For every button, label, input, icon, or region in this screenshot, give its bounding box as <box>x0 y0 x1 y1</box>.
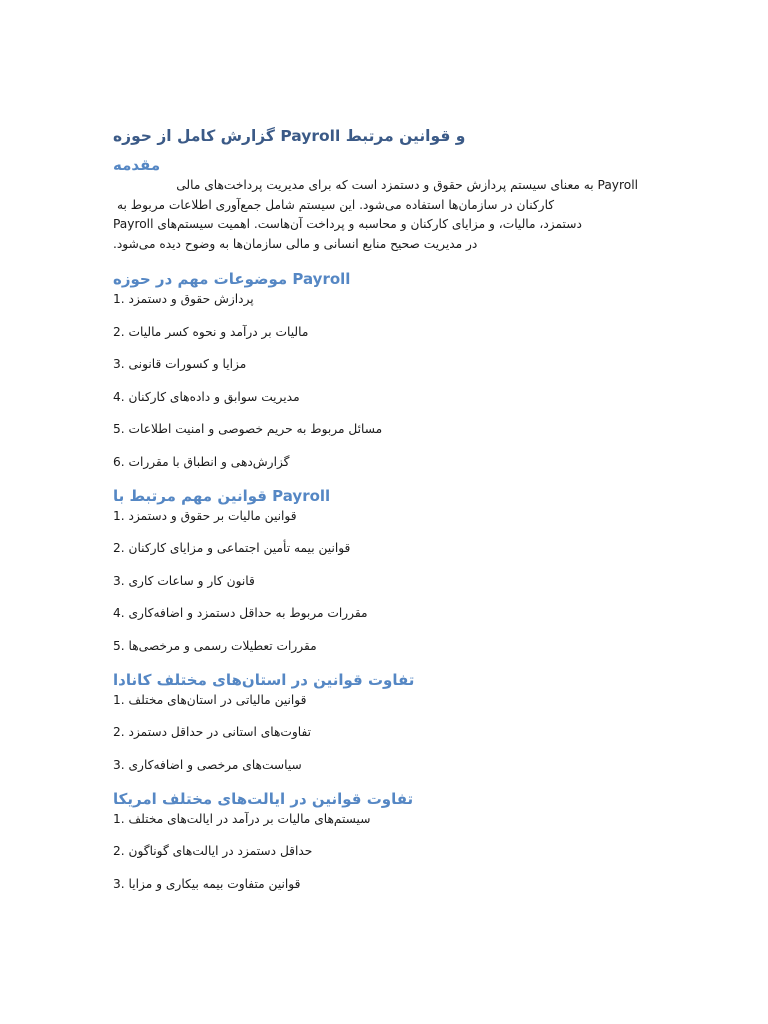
list-item <box>113 290 638 308</box>
item-number: 1. <box>113 292 125 306</box>
document-page <box>113 118 638 893</box>
intro-line: در مدیریت صحیح منابع انسانی و مالی سازمان‌ها به وضوح دیده می‌شود. <box>113 236 478 251</box>
item-text: قوانین متفاوت بیمه بیکاری و مزایا <box>128 876 301 891</box>
item-number: 3. <box>113 573 125 588</box>
section-payroll-topics <box>113 268 638 471</box>
item-number: 1. <box>113 811 125 826</box>
item-text: قوانین مالیات بر حقوق و دستمزد <box>128 508 297 523</box>
list-item <box>113 723 638 741</box>
list-item <box>113 604 638 622</box>
item-text: مزایا و کسورات قانونی <box>128 357 247 371</box>
intro-line: دستمزد، مالیات، و مزایای کارکنان و محاسبه و پرداخت آن‌هاست. اهمیت سیستم‌های Payroll <box>113 217 582 231</box>
list-item <box>113 572 638 590</box>
item-number: 3. <box>113 757 125 772</box>
item-text: پردازش حقوق و دستمزد <box>128 292 254 306</box>
list-item <box>113 756 638 774</box>
item-number: 3. <box>113 357 125 371</box>
item-number: 4. <box>113 389 125 404</box>
item-text: قوانین بیمه تأمین اجتماعی و مزایای کارکنان <box>128 541 351 555</box>
section-payroll-laws <box>113 485 638 655</box>
list-item <box>113 842 638 860</box>
item-text: مقررات تعطیلات رسمی و مرخصی‌ها <box>128 638 317 653</box>
item-text: تفاوت‌های استانی در حداقل دستمزد <box>128 725 312 739</box>
item-number: 2. <box>113 324 125 339</box>
list-item <box>113 810 638 828</box>
item-text: حداقل دستمزد در ایالت‌های گوناگون <box>128 844 313 858</box>
item-number: 1. <box>113 692 125 707</box>
item-text: گزارش‌دهی و انطباق با مقررات <box>128 454 290 469</box>
item-number: 2. <box>113 725 125 739</box>
item-text: قوانین مالیاتی در استان‌های مختلف <box>128 692 307 707</box>
list-item <box>113 637 638 655</box>
list-item <box>113 420 638 438</box>
section-heading: موضوعات مهم در حوزه Payroll <box>113 270 351 288</box>
item-text: سیاست‌های مرخصی و اضافه‌کاری <box>128 757 302 772</box>
item-text: مدیریت سوابق و داده‌های کارکنان <box>128 389 300 404</box>
law-list <box>113 507 638 655</box>
list-item <box>113 875 638 893</box>
section-canada-provinces <box>113 669 638 774</box>
section-heading: قوانین مهم مرتبط با Payroll <box>113 486 331 505</box>
item-number: 5. <box>113 638 125 653</box>
list-item <box>113 507 638 525</box>
section-us-states <box>113 788 638 893</box>
item-text: مالیات بر درآمد و نحوه کسر مالیات <box>128 324 309 339</box>
list-item <box>113 453 638 471</box>
item-number: 6. <box>113 454 125 469</box>
us-list <box>113 810 638 893</box>
item-text: مقررات مربوط به حداقل دستمزد و اضافه‌کاری <box>128 606 368 620</box>
section-heading: تفاوت قوانین در ایالت‌های مختلف امریکا <box>113 789 414 808</box>
item-number: 2. <box>113 541 125 555</box>
topic-list <box>113 290 638 471</box>
item-number: 4. <box>113 606 125 620</box>
intro-line: Payroll به معنای سیستم پردازش حقوق و دستمزد است که برای مدیریت پرداخت‌های مالی <box>176 178 638 192</box>
list-item <box>113 323 638 341</box>
item-text: سیستم‌های مالیات بر درآمد در ایالت‌های مختلف <box>128 811 371 826</box>
item-text: قانون کار و ساعات کاری <box>128 573 255 588</box>
section-heading: تفاوت قوانین در استان‌های مختلف کانادا <box>113 670 415 689</box>
intro-line: کارکنان در سازمان‌ها استفاده می‌شود. این سیستم شامل جمع‌آوری اطلاعات مربوط به <box>117 197 555 212</box>
list-item <box>113 691 638 709</box>
item-number: 2. <box>113 844 125 858</box>
intro-heading: مقدمه <box>113 156 161 174</box>
page-title: گزارش کامل از حوزه Payroll و قوانین مرتبط <box>113 127 466 145</box>
list-item <box>113 388 638 406</box>
item-number: 1. <box>113 508 125 523</box>
canada-list <box>113 691 638 774</box>
item-number: 3. <box>113 876 125 891</box>
item-text: مسائل مربوط به حریم خصوصی و امنیت اطلاعات <box>128 422 383 436</box>
list-item <box>113 355 638 373</box>
list-item <box>113 539 638 557</box>
intro-paragraph <box>113 176 638 254</box>
item-number: 5. <box>113 422 125 436</box>
